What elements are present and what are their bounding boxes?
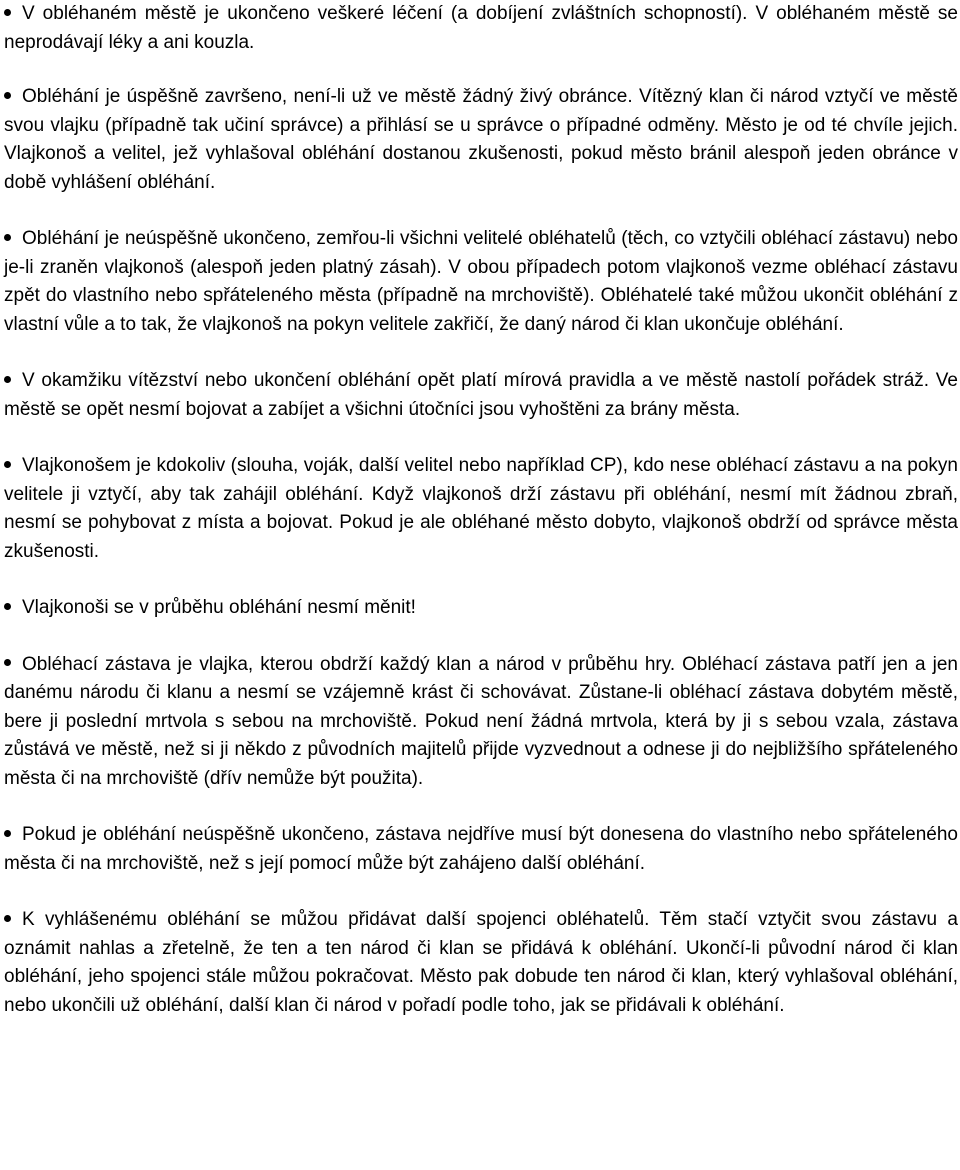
list-item [4, 594, 958, 623]
bullet-icon [4, 367, 22, 396]
list-item [4, 83, 958, 197]
list-item [4, 651, 958, 794]
bullet-icon [4, 452, 22, 481]
bullet-icon [4, 906, 22, 935]
bullet-icon [4, 821, 22, 850]
list-item [4, 821, 958, 878]
bullet-icon [4, 83, 22, 112]
list-item [4, 367, 958, 424]
paragraph-text: Pokud je obléhání neúspěšně ukončeno, zástava nejdříve musí být donesena do vlastního nebo spřáteleného města či na mrchoviště, než s její pomocí může být zahájeno další obléhání. [4, 824, 958, 874]
paragraph-text: Obléhání je úspěšně završeno, není-li už ve městě žádný živý obránce. Vítězný klan či národ vztyčí ve městě svou vlajku (případně tak učiní správce) a přihlásí se u správce o případné odměny. Město je od té chvíle jejich. Vlajkonoš a velitel, jež vyhlašoval obléhání dostanou zkušenosti, pokud město bránil alespoň jeden obránce v době vyhlášení obléhání. [4, 86, 958, 193]
list-item [4, 225, 958, 339]
list-item [4, 452, 958, 566]
bullet-icon [4, 594, 22, 623]
bullet-icon [4, 651, 22, 680]
bullet-icon [4, 225, 22, 254]
paragraph-text: Obléhací zástava je vlajka, kterou obdrží každý klan a národ v průběhu hry. Obléhací zástava patří jen a jen danému národu či klanu a nesmí se vzájemně krást či schovávat. Zůstane-li obléhací zástava dobytém městě, bere ji poslední mrtvola s sebou na mrchoviště. Pokud není žádná mrtvola, která by ji s sebou vzala, zástava zůstává ve městě, než si ji někdo z původních majitelů přijde vyzvednout a odnese ji do nejbližšího spřáteleného města či na mrchoviště (dřív nemůže být použita). [4, 653, 958, 789]
list-item [4, 906, 958, 1020]
bullet-icon [4, 0, 22, 29]
paragraph-text: K vyhlášenému obléhání se můžou přidávat další spojenci obléhatelů. Těm stačí vztyčit svou zástavu a oznámit nahlas a zřetelně, že ten a ten národ či klan se přidává k obléhání. Ukončí-li původní národ či klan obléhání, jeho spojenci stále můžou pokračovat. Město pak dobude ten národ či klan, který vyhlašoval obléhání, nebo ukončili už obléhání, další klan či národ v pořadí podle toho, jak se přidávali k obléhání. [4, 909, 958, 1016]
paragraph-text: V obléhaném městě je ukončeno veškeré léčení (a dobíjení zvláštních schopností). V obléhaném městě se neprodávají léky a ani kouzla. [4, 3, 958, 53]
bullet-list [4, 0, 958, 1020]
paragraph-text: Vlajkonošem je kdokoliv (slouha, voják, další velitel nebo například CP), kdo nese obléhací zástavu a na pokyn velitele ji vztyčí, aby tak zahájil obléhání. Když vlajkonoš drží zástavu při obléhání, nesmí mít žádnou zbraň, nesmí se pohybovat z místa a bojovat. Pokud je ale obléhané město dobyto, vlajkonoš obdrží od správce města zkušenosti. [4, 455, 958, 562]
paragraph-text: Obléhání je neúspěšně ukončeno, zemřou-li všichni velitelé obléhatelů (těch, co vztyčili obléhací zástavu) nebo je-li zraněn vlajkonoš (alespoň jeden platný zásah). V obou případech potom vlajkonoš vezme obléhací zástavu zpět do vlastního nebo spřáteleného města (případně na mrchoviště). Obléhatelé také můžou ukončit obléhání z vlastní vůle a to tak, že vlajkonoš na pokyn velitele zakřičí, že daný národ či klan ukončuje obléhání. [4, 228, 958, 335]
list-item [4, 0, 958, 57]
paragraph-text: V okamžiku vítězství nebo ukončení obléhání opět platí mírová pravidla a ve městě nastolí pořádek stráž. Ve městě se opět nesmí bojovat a zabíjet a všichni útočníci jsou vyhoštěni za brány města. [4, 370, 958, 420]
paragraph-text: Vlajkonoši se v průběhu obléhání nesmí měnit! [22, 597, 416, 618]
